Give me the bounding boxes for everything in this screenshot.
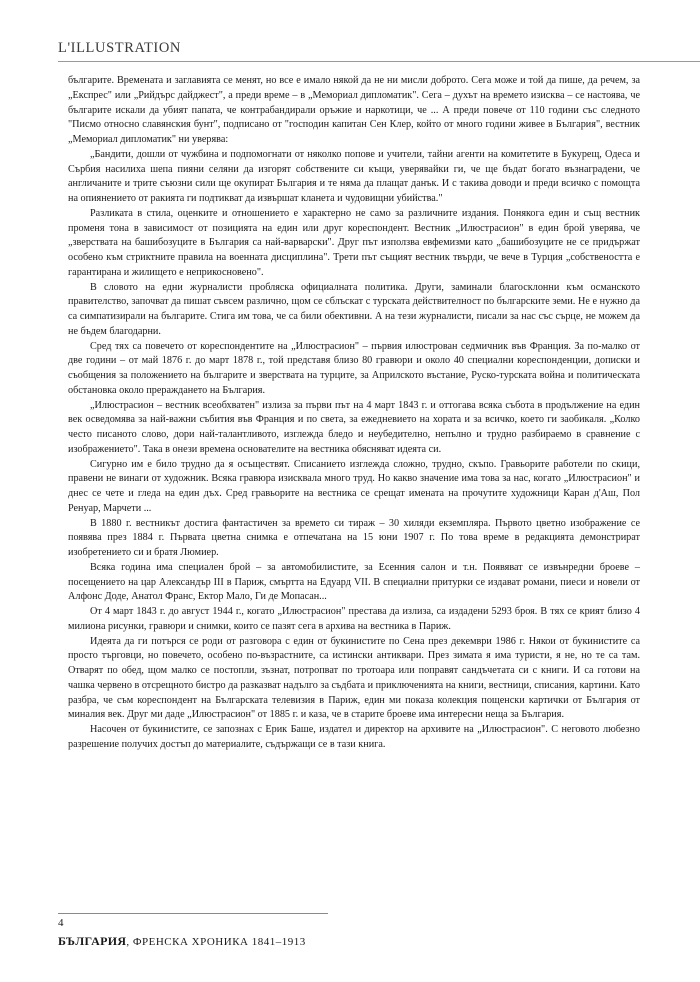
paragraph: Сред тях са повечето от кореспондентите на „Илюстрасион" – първия илюстрован седмичник във Франция. За по-малко от две години – от май 1876 г. до март 1878 г., той представя близо 80 гравюри и около 40 специални кореспонденции, дописки и съобщения за положението на българите и зверствата на турците, за Априлското въстание, Руско-турската война и политическата обстановка около преражданетo на България. [68,340,640,396]
paragraph: От 4 март 1843 г. до август 1944 г., когато „Илюстрасион" престава да излиза, са издадени 5293 броя. В тях се крият близо 4 милиона рисунки, гравюри и снимки, които се пазят сега в архива на вестника в Париж. [68,606,640,632]
paragraph: българите. Времената и заглавията се менят, но все е имало някой да не ни мисли доброто. Сега може и той да пише, да речем, за „Експрес" или „Рийдърс дайджест", а преди време – в „Мемориал дипломатик". Сега – духът на времето изисква – се настоява, че българите искали да убият папата, че контрабандирали оръжие и наркотици, че ... А преди повече от 110 години със следното "Писмо относно славянския бунт", подписано от "господин капитан Сен Клер, който от много години живее в България", вестник „Мемориал дипломатик" ни уверява: [68,75,640,145]
paragraph: Сигурно им е било трудно да я осъществят. Списанието изглежда сложно, трудно, скъпо. Гравьорите работели по скици, правени не винаги от художник. Всяка гравюра изисквала много труд. Но какво значение има това за нас, когато „Илюстрасион" и днес се чете и гледа на един дъх. Сред гравьорите на вестника се срещат имената на прочутите художници Каран д'Аш, Пол Ренуар, Марчети ... [68,458,640,514]
article-body [68,74,640,753]
footer-divider [58,913,328,914]
paragraph: Всяка година има специален брой – за автомобилистите, за Есенния салон и т.н. Появяват се извънредни броеве – посещението на цар Александър III в Париж, смъртта на Едуард VII. В специални притурки се издават романи, пиеси и новели от Алфонс Доде, Анатол Франс, Ектор Мало, Ги де Мопасан... [68,561,640,603]
book-title: БЪЛГАРИЯ [58,934,127,948]
running-head-title: L'ILLUSTRATION [58,40,181,56]
paragraph: Насочен от букинистите, се запознах с Ерик Баше, издател и директор на архивите на „Илюстрасион". С неговото любезно разрешение получих достъп до материалите, съдържащи се в тази книга. [68,724,640,750]
paragraph: В 1880 г. вестникът достига фантастичен за времето си тираж – 30 хиляди екземпляра. Първото цветно изображение се появява през 1884 г. Първата цветна снимка е отпечатана на 15 юни 1907 г. По това време в редакцията демонстрират изобретението си и братя Люмиер. [68,517,640,558]
header-divider [58,61,700,62]
paragraph: Идеята да ги потърся се роди от разговора с един от букинистите по Сена през декември 1986 г. Някои от букинистите са просто търговци, но повечето, особено по-възрастните, са истински антиквари. През зимата я има туристи, я не, но те са там. Отварят по обед, щом малко се постопли, зъзнат, потропват по тротоара или поправят сандъчетата си с книги. И са готови на чашка червено в отсрещното бистро да разказват надълго за съдбата и приключенията на книги, вестници, списания, картини. Като разбра, че съм кореспондент на Българската телевизия в Париж, един ми показа колекция пощенски картички от България от миналия век. Друг ми даде „Илюстрасион" от 1885 г. и каза, че в старите броеве има интересни неща за България. [68,635,640,721]
paragraph: „Илюстрасион – вестник всеобхватен" излиза за първи път на 4 март 1843 г. и оттогава всяка събота в продължение на един век осведомява за най-важни събития във Франция и по света, за ежедневието на хората и за всичко, което ги заобикаля. „Колко често писаното слово, дори най-талантливото, изглежда бледо и неубедително, непълно и трудно разбираемо в сравнение с изображението". Така в онези времена основателите на вестника обясняват идеята си. [68,399,640,455]
paragraph: Разликата в стила, оценките и отношението е характерно не само за различните издания. Понякога един и същ вестник променя тона в зависимост от позицията на един или друг кореспондент. Вестник „Илюстрасион" в един брой уверява, че „зверствата на башибозуците в България са най-варварски". Друг път използва евфемизми като „башибозуците не се придържат особено към стриктните правила на военната дисциплина". Трети път същият вестник твърди, че вече в Турция „собствеността е гарантирана и жилището е неприкосновено". [68,207,640,278]
paragraph: В словото на едни журналисти пробляска официалната политика. Други, заминали благосклонни към османското правителство, започват да пишат съвсем различно, щом се сблъскат с турската действителност по българските земи. Не е нужно да са симпатизирали на българите. Стига им това, че са били обективни. А на тези журналисти, писали за нас със сърце, не можем да не бъдем благодарни. [68,281,640,337]
book-subtitle: , ФРЕНСКА ХРОНИКА 1841–1913 [126,936,306,948]
page-number: 4 [58,917,64,929]
book-footer [58,934,306,949]
quote-paragraph: „Бандити, дошли от чужбина и подпомогнати от няколко попове и учители, тайни агенти на комитетите в Букурещ, Одеса и Сърбия насилиха шепа пияни селяни да изгорят собствените си къщи, уверявайки ги, че ще бъдат богато възнаградени, че англичаните и трите съюзни сили ще окупират България и те няма да плащат данък. И с такива доводи и преди всичко с помощта на опиянението от ракията ги подтикват да извършат кланета и чудовищни убийства." [68,148,640,204]
